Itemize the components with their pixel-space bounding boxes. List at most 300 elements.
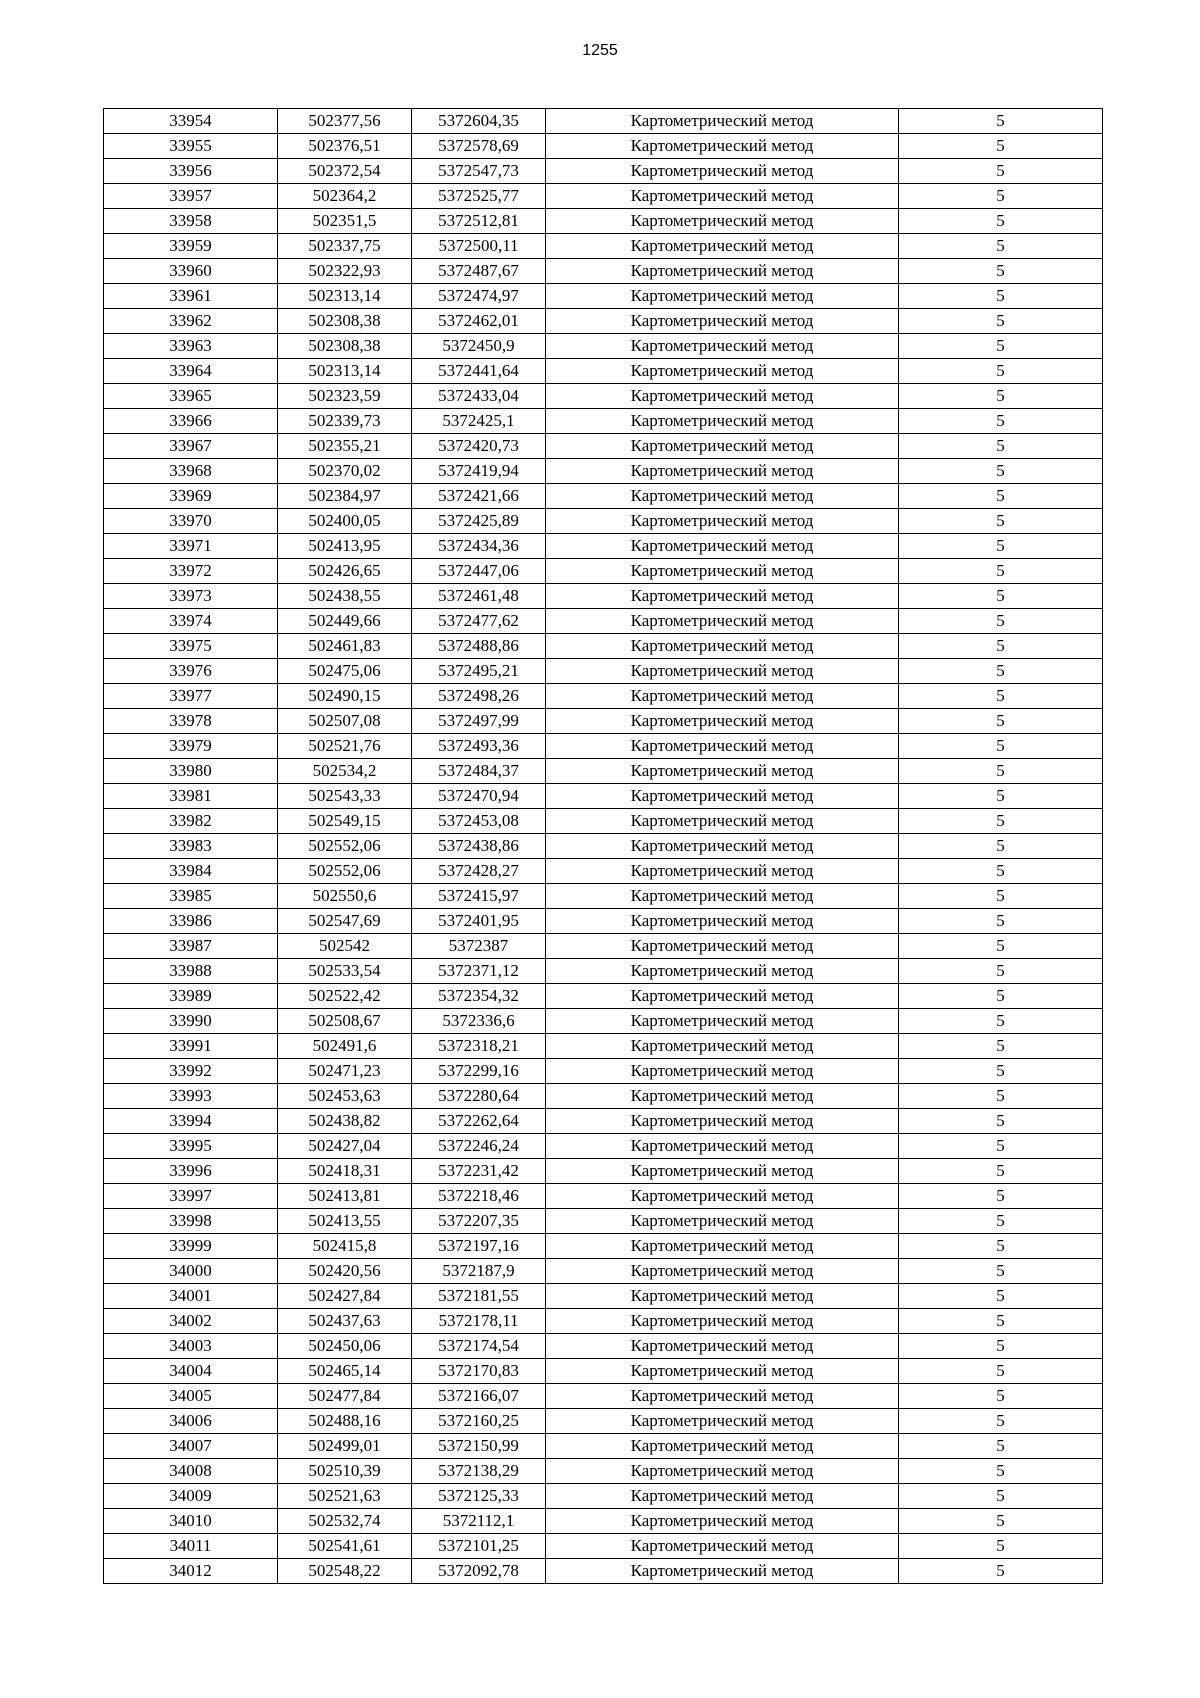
accuracy-cell: 5 (899, 984, 1103, 1009)
y-coordinate-cell: 5372101,25 (412, 1534, 546, 1559)
x-coordinate-cell: 502541,61 (278, 1534, 412, 1559)
point-number-cell: 34001 (104, 1284, 278, 1309)
table-row (104, 234, 1103, 259)
method-cell: Картометрический метод (546, 584, 899, 609)
table-row (104, 784, 1103, 809)
table-row (104, 159, 1103, 184)
x-coordinate-cell: 502322,93 (278, 259, 412, 284)
y-coordinate-cell: 5372421,66 (412, 484, 546, 509)
table-row (104, 1309, 1103, 1334)
table-row (104, 1184, 1103, 1209)
point-number-cell: 33962 (104, 309, 278, 334)
accuracy-cell: 5 (899, 409, 1103, 434)
point-number-cell: 33977 (104, 684, 278, 709)
accuracy-cell: 5 (899, 134, 1103, 159)
method-cell: Картометрический метод (546, 434, 899, 459)
accuracy-cell: 5 (899, 1134, 1103, 1159)
point-number-cell: 33957 (104, 184, 278, 209)
y-coordinate-cell: 5372497,99 (412, 709, 546, 734)
y-coordinate-cell: 5372178,11 (412, 1309, 546, 1334)
table-row (104, 1509, 1103, 1534)
coordinates-table (103, 108, 1103, 1584)
table-row (104, 459, 1103, 484)
y-coordinate-cell: 5372170,83 (412, 1359, 546, 1384)
method-cell: Картометрический метод (546, 1509, 899, 1534)
y-coordinate-cell: 5372207,35 (412, 1209, 546, 1234)
accuracy-cell: 5 (899, 909, 1103, 934)
point-number-cell: 33972 (104, 559, 278, 584)
y-coordinate-cell: 5372604,35 (412, 109, 546, 134)
table-row (104, 409, 1103, 434)
method-cell: Картометрический метод (546, 1159, 899, 1184)
point-number-cell: 34006 (104, 1409, 278, 1434)
accuracy-cell: 5 (899, 1084, 1103, 1109)
accuracy-cell: 5 (899, 734, 1103, 759)
point-number-cell: 33974 (104, 609, 278, 634)
method-cell: Картометрический метод (546, 1084, 899, 1109)
accuracy-cell: 5 (899, 1534, 1103, 1559)
table-row (104, 259, 1103, 284)
point-number-cell: 33991 (104, 1034, 278, 1059)
method-cell: Картометрический метод (546, 1384, 899, 1409)
point-number-cell: 34007 (104, 1434, 278, 1459)
x-coordinate-cell: 502427,84 (278, 1284, 412, 1309)
table-row (104, 884, 1103, 909)
y-coordinate-cell: 5372547,73 (412, 159, 546, 184)
y-coordinate-cell: 5372433,04 (412, 384, 546, 409)
y-coordinate-cell: 5372150,99 (412, 1434, 546, 1459)
y-coordinate-cell: 5372461,48 (412, 584, 546, 609)
point-number-cell: 34011 (104, 1534, 278, 1559)
method-cell: Картометрический метод (546, 1209, 899, 1234)
x-coordinate-cell: 502400,05 (278, 509, 412, 534)
accuracy-cell: 5 (899, 659, 1103, 684)
accuracy-cell: 5 (899, 1184, 1103, 1209)
y-coordinate-cell: 5372415,97 (412, 884, 546, 909)
y-coordinate-cell: 5372125,33 (412, 1484, 546, 1509)
table-row (104, 1384, 1103, 1409)
method-cell: Картометрический метод (546, 134, 899, 159)
table-row (104, 1084, 1103, 1109)
x-coordinate-cell: 502453,63 (278, 1084, 412, 1109)
table-row (104, 1209, 1103, 1234)
y-coordinate-cell: 5372450,9 (412, 334, 546, 359)
point-number-cell: 34005 (104, 1384, 278, 1409)
x-coordinate-cell: 502552,06 (278, 834, 412, 859)
point-number-cell: 34009 (104, 1484, 278, 1509)
point-number-cell: 33961 (104, 284, 278, 309)
point-number-cell: 34004 (104, 1359, 278, 1384)
accuracy-cell: 5 (899, 1434, 1103, 1459)
table-row (104, 1459, 1103, 1484)
x-coordinate-cell: 502532,74 (278, 1509, 412, 1534)
y-coordinate-cell: 5372419,94 (412, 459, 546, 484)
x-coordinate-cell: 502471,23 (278, 1059, 412, 1084)
accuracy-cell: 5 (899, 1334, 1103, 1359)
y-coordinate-cell: 5372401,95 (412, 909, 546, 934)
table-row (104, 1059, 1103, 1084)
y-coordinate-cell: 5372354,32 (412, 984, 546, 1009)
x-coordinate-cell: 502427,04 (278, 1134, 412, 1159)
y-coordinate-cell: 5372425,1 (412, 409, 546, 434)
accuracy-cell: 5 (899, 1034, 1103, 1059)
y-coordinate-cell: 5372474,97 (412, 284, 546, 309)
accuracy-cell: 5 (899, 709, 1103, 734)
accuracy-cell: 5 (899, 1209, 1103, 1234)
x-coordinate-cell: 502308,38 (278, 309, 412, 334)
x-coordinate-cell: 502465,14 (278, 1359, 412, 1384)
method-cell: Картометрический метод (546, 1259, 899, 1284)
accuracy-cell: 5 (899, 684, 1103, 709)
table-row (104, 834, 1103, 859)
y-coordinate-cell: 5372441,64 (412, 359, 546, 384)
point-number-cell: 33978 (104, 709, 278, 734)
method-cell: Картометрический метод (546, 1284, 899, 1309)
point-number-cell: 33995 (104, 1134, 278, 1159)
x-coordinate-cell: 502415,8 (278, 1234, 412, 1259)
table-row (104, 1109, 1103, 1134)
x-coordinate-cell: 502370,02 (278, 459, 412, 484)
y-coordinate-cell: 5372371,12 (412, 959, 546, 984)
method-cell: Картометрический метод (546, 234, 899, 259)
accuracy-cell: 5 (899, 384, 1103, 409)
method-cell: Картометрический метод (546, 684, 899, 709)
x-coordinate-cell: 502477,84 (278, 1384, 412, 1409)
point-number-cell: 34010 (104, 1509, 278, 1534)
y-coordinate-cell: 5372299,16 (412, 1059, 546, 1084)
x-coordinate-cell: 502355,21 (278, 434, 412, 459)
method-cell: Картометрический метод (546, 1309, 899, 1334)
method-cell: Картометрический метод (546, 509, 899, 534)
y-coordinate-cell: 5372498,26 (412, 684, 546, 709)
point-number-cell: 33982 (104, 809, 278, 834)
table-row (104, 334, 1103, 359)
method-cell: Картометрический метод (546, 859, 899, 884)
point-number-cell: 33984 (104, 859, 278, 884)
table-row (104, 1009, 1103, 1034)
y-coordinate-cell: 5372092,78 (412, 1559, 546, 1584)
method-cell: Картометрический метод (546, 784, 899, 809)
point-number-cell: 33988 (104, 959, 278, 984)
table-row (104, 909, 1103, 934)
point-number-cell: 33956 (104, 159, 278, 184)
y-coordinate-cell: 5372197,16 (412, 1234, 546, 1259)
point-number-cell: 34003 (104, 1334, 278, 1359)
accuracy-cell: 5 (899, 1509, 1103, 1534)
y-coordinate-cell: 5372438,86 (412, 834, 546, 859)
x-coordinate-cell: 502488,16 (278, 1409, 412, 1434)
point-number-cell: 33983 (104, 834, 278, 859)
x-coordinate-cell: 502550,6 (278, 884, 412, 909)
table-row (104, 1409, 1103, 1434)
table-row (104, 759, 1103, 784)
table-row (104, 934, 1103, 959)
method-cell: Картометрический метод (546, 1109, 899, 1134)
point-number-cell: 33981 (104, 784, 278, 809)
accuracy-cell: 5 (899, 109, 1103, 134)
method-cell: Картометрический метод (546, 334, 899, 359)
point-number-cell: 33992 (104, 1059, 278, 1084)
method-cell: Картометрический метод (546, 734, 899, 759)
point-number-cell: 33960 (104, 259, 278, 284)
point-number-cell: 33998 (104, 1209, 278, 1234)
accuracy-cell: 5 (899, 234, 1103, 259)
table-row (104, 809, 1103, 834)
x-coordinate-cell: 502510,39 (278, 1459, 412, 1484)
x-coordinate-cell: 502508,67 (278, 1009, 412, 1034)
accuracy-cell: 5 (899, 509, 1103, 534)
x-coordinate-cell: 502548,22 (278, 1559, 412, 1584)
method-cell: Картометрический метод (546, 1059, 899, 1084)
x-coordinate-cell: 502542 (278, 934, 412, 959)
table-row (104, 859, 1103, 884)
point-number-cell: 33987 (104, 934, 278, 959)
y-coordinate-cell: 5372453,08 (412, 809, 546, 834)
table-row (104, 1159, 1103, 1184)
accuracy-cell: 5 (899, 1359, 1103, 1384)
method-cell: Картометрический метод (546, 1559, 899, 1584)
accuracy-cell: 5 (899, 334, 1103, 359)
point-number-cell: 33959 (104, 234, 278, 259)
method-cell: Картометрический метод (546, 609, 899, 634)
x-coordinate-cell: 502308,38 (278, 334, 412, 359)
y-coordinate-cell: 5372462,01 (412, 309, 546, 334)
x-coordinate-cell: 502549,15 (278, 809, 412, 834)
table-row (104, 359, 1103, 384)
x-coordinate-cell: 502384,97 (278, 484, 412, 509)
point-number-cell: 33967 (104, 434, 278, 459)
y-coordinate-cell: 5372174,54 (412, 1334, 546, 1359)
method-cell: Картометрический метод (546, 409, 899, 434)
table-row (104, 109, 1103, 134)
table-row (104, 659, 1103, 684)
point-number-cell: 33999 (104, 1234, 278, 1259)
x-coordinate-cell: 502490,15 (278, 684, 412, 709)
x-coordinate-cell: 502426,65 (278, 559, 412, 584)
table-row (104, 584, 1103, 609)
table-row (104, 1534, 1103, 1559)
x-coordinate-cell: 502372,54 (278, 159, 412, 184)
x-coordinate-cell: 502438,82 (278, 1109, 412, 1134)
accuracy-cell: 5 (899, 259, 1103, 284)
point-number-cell: 34002 (104, 1309, 278, 1334)
accuracy-cell: 5 (899, 1559, 1103, 1584)
x-coordinate-cell: 502413,81 (278, 1184, 412, 1209)
x-coordinate-cell: 502449,66 (278, 609, 412, 634)
x-coordinate-cell: 502522,42 (278, 984, 412, 1009)
y-coordinate-cell: 5372218,46 (412, 1184, 546, 1209)
y-coordinate-cell: 5372166,07 (412, 1384, 546, 1409)
method-cell: Картометрический метод (546, 384, 899, 409)
method-cell: Картометрический метод (546, 1434, 899, 1459)
accuracy-cell: 5 (899, 434, 1103, 459)
table-row (104, 734, 1103, 759)
point-number-cell: 33986 (104, 909, 278, 934)
point-number-cell: 33975 (104, 634, 278, 659)
accuracy-cell: 5 (899, 759, 1103, 784)
accuracy-cell: 5 (899, 459, 1103, 484)
table-row (104, 1134, 1103, 1159)
accuracy-cell: 5 (899, 1059, 1103, 1084)
accuracy-cell: 5 (899, 284, 1103, 309)
method-cell: Картометрический метод (546, 1534, 899, 1559)
point-number-cell: 33979 (104, 734, 278, 759)
point-number-cell: 33968 (104, 459, 278, 484)
y-coordinate-cell: 5372181,55 (412, 1284, 546, 1309)
x-coordinate-cell: 502461,83 (278, 634, 412, 659)
accuracy-cell: 5 (899, 1234, 1103, 1259)
y-coordinate-cell: 5372470,94 (412, 784, 546, 809)
point-number-cell: 33954 (104, 109, 278, 134)
method-cell: Картометрический метод (546, 709, 899, 734)
y-coordinate-cell: 5372447,06 (412, 559, 546, 584)
y-coordinate-cell: 5372525,77 (412, 184, 546, 209)
accuracy-cell: 5 (899, 884, 1103, 909)
accuracy-cell: 5 (899, 584, 1103, 609)
table-row (104, 959, 1103, 984)
point-number-cell: 33963 (104, 334, 278, 359)
point-number-cell: 33980 (104, 759, 278, 784)
y-coordinate-cell: 5372484,37 (412, 759, 546, 784)
table-row (104, 284, 1103, 309)
method-cell: Картометрический метод (546, 1409, 899, 1434)
method-cell: Картометрический метод (546, 459, 899, 484)
table-row (104, 509, 1103, 534)
point-number-cell: 33969 (104, 484, 278, 509)
accuracy-cell: 5 (899, 959, 1103, 984)
table-row (104, 134, 1103, 159)
accuracy-cell: 5 (899, 1284, 1103, 1309)
method-cell: Картометрический метод (546, 1459, 899, 1484)
accuracy-cell: 5 (899, 634, 1103, 659)
y-coordinate-cell: 5372387 (412, 934, 546, 959)
y-coordinate-cell: 5372336,6 (412, 1009, 546, 1034)
x-coordinate-cell: 502339,73 (278, 409, 412, 434)
accuracy-cell: 5 (899, 1484, 1103, 1509)
method-cell: Картометрический метод (546, 1034, 899, 1059)
table-row (104, 1359, 1103, 1384)
table-row (104, 309, 1103, 334)
table-row (104, 209, 1103, 234)
x-coordinate-cell: 502450,06 (278, 1334, 412, 1359)
table-row (104, 1334, 1103, 1359)
accuracy-cell: 5 (899, 1409, 1103, 1434)
accuracy-cell: 5 (899, 809, 1103, 834)
method-cell: Картометрический метод (546, 909, 899, 934)
y-coordinate-cell: 5372500,11 (412, 234, 546, 259)
method-cell: Картометрический метод (546, 309, 899, 334)
point-number-cell: 33966 (104, 409, 278, 434)
point-number-cell: 33976 (104, 659, 278, 684)
accuracy-cell: 5 (899, 1459, 1103, 1484)
accuracy-cell: 5 (899, 934, 1103, 959)
table-row (104, 1234, 1103, 1259)
x-coordinate-cell: 502507,08 (278, 709, 412, 734)
method-cell: Картометрический метод (546, 934, 899, 959)
y-coordinate-cell: 5372112,1 (412, 1509, 546, 1534)
accuracy-cell: 5 (899, 359, 1103, 384)
method-cell: Картометрический метод (546, 159, 899, 184)
point-number-cell: 33965 (104, 384, 278, 409)
method-cell: Картометрический метод (546, 534, 899, 559)
point-number-cell: 33996 (104, 1159, 278, 1184)
method-cell: Картометрический метод (546, 559, 899, 584)
y-coordinate-cell: 5372187,9 (412, 1259, 546, 1284)
accuracy-cell: 5 (899, 209, 1103, 234)
table-row (104, 1484, 1103, 1509)
table-row (104, 534, 1103, 559)
x-coordinate-cell: 502521,76 (278, 734, 412, 759)
accuracy-cell: 5 (899, 1009, 1103, 1034)
point-number-cell: 33993 (104, 1084, 278, 1109)
x-coordinate-cell: 502438,55 (278, 584, 412, 609)
y-coordinate-cell: 5372262,64 (412, 1109, 546, 1134)
x-coordinate-cell: 502521,63 (278, 1484, 412, 1509)
method-cell: Картометрический метод (546, 1184, 899, 1209)
y-coordinate-cell: 5372318,21 (412, 1034, 546, 1059)
table-row (104, 634, 1103, 659)
x-coordinate-cell: 502420,56 (278, 1259, 412, 1284)
x-coordinate-cell: 502533,54 (278, 959, 412, 984)
point-number-cell: 33971 (104, 534, 278, 559)
x-coordinate-cell: 502377,56 (278, 109, 412, 134)
method-cell: Картометрический метод (546, 1134, 899, 1159)
x-coordinate-cell: 502418,31 (278, 1159, 412, 1184)
x-coordinate-cell: 502364,2 (278, 184, 412, 209)
method-cell: Картометрический метод (546, 634, 899, 659)
x-coordinate-cell: 502351,5 (278, 209, 412, 234)
method-cell: Картометрический метод (546, 1234, 899, 1259)
point-number-cell: 34008 (104, 1459, 278, 1484)
y-coordinate-cell: 5372138,29 (412, 1459, 546, 1484)
x-coordinate-cell: 502437,63 (278, 1309, 412, 1334)
table-row (104, 184, 1103, 209)
accuracy-cell: 5 (899, 159, 1103, 184)
method-cell: Картометрический метод (546, 209, 899, 234)
x-coordinate-cell: 502491,6 (278, 1034, 412, 1059)
method-cell: Картометрический метод (546, 284, 899, 309)
x-coordinate-cell: 502376,51 (278, 134, 412, 159)
table-row (104, 984, 1103, 1009)
x-coordinate-cell: 502313,14 (278, 359, 412, 384)
x-coordinate-cell: 502543,33 (278, 784, 412, 809)
point-number-cell: 33964 (104, 359, 278, 384)
accuracy-cell: 5 (899, 309, 1103, 334)
y-coordinate-cell: 5372160,25 (412, 1409, 546, 1434)
x-coordinate-cell: 502534,2 (278, 759, 412, 784)
table-row (104, 1259, 1103, 1284)
y-coordinate-cell: 5372487,67 (412, 259, 546, 284)
accuracy-cell: 5 (899, 859, 1103, 884)
y-coordinate-cell: 5372495,21 (412, 659, 546, 684)
x-coordinate-cell: 502413,95 (278, 534, 412, 559)
y-coordinate-cell: 5372488,86 (412, 634, 546, 659)
method-cell: Картометрический метод (546, 1484, 899, 1509)
point-number-cell: 33955 (104, 134, 278, 159)
accuracy-cell: 5 (899, 484, 1103, 509)
x-coordinate-cell: 502547,69 (278, 909, 412, 934)
point-number-cell: 33989 (104, 984, 278, 1009)
method-cell: Картометрический метод (546, 809, 899, 834)
method-cell: Картометрический метод (546, 759, 899, 784)
point-number-cell: 33985 (104, 884, 278, 909)
y-coordinate-cell: 5372477,62 (412, 609, 546, 634)
method-cell: Картометрический метод (546, 834, 899, 859)
y-coordinate-cell: 5372578,69 (412, 134, 546, 159)
table-row (104, 559, 1103, 584)
x-coordinate-cell: 502552,06 (278, 859, 412, 884)
x-coordinate-cell: 502323,59 (278, 384, 412, 409)
